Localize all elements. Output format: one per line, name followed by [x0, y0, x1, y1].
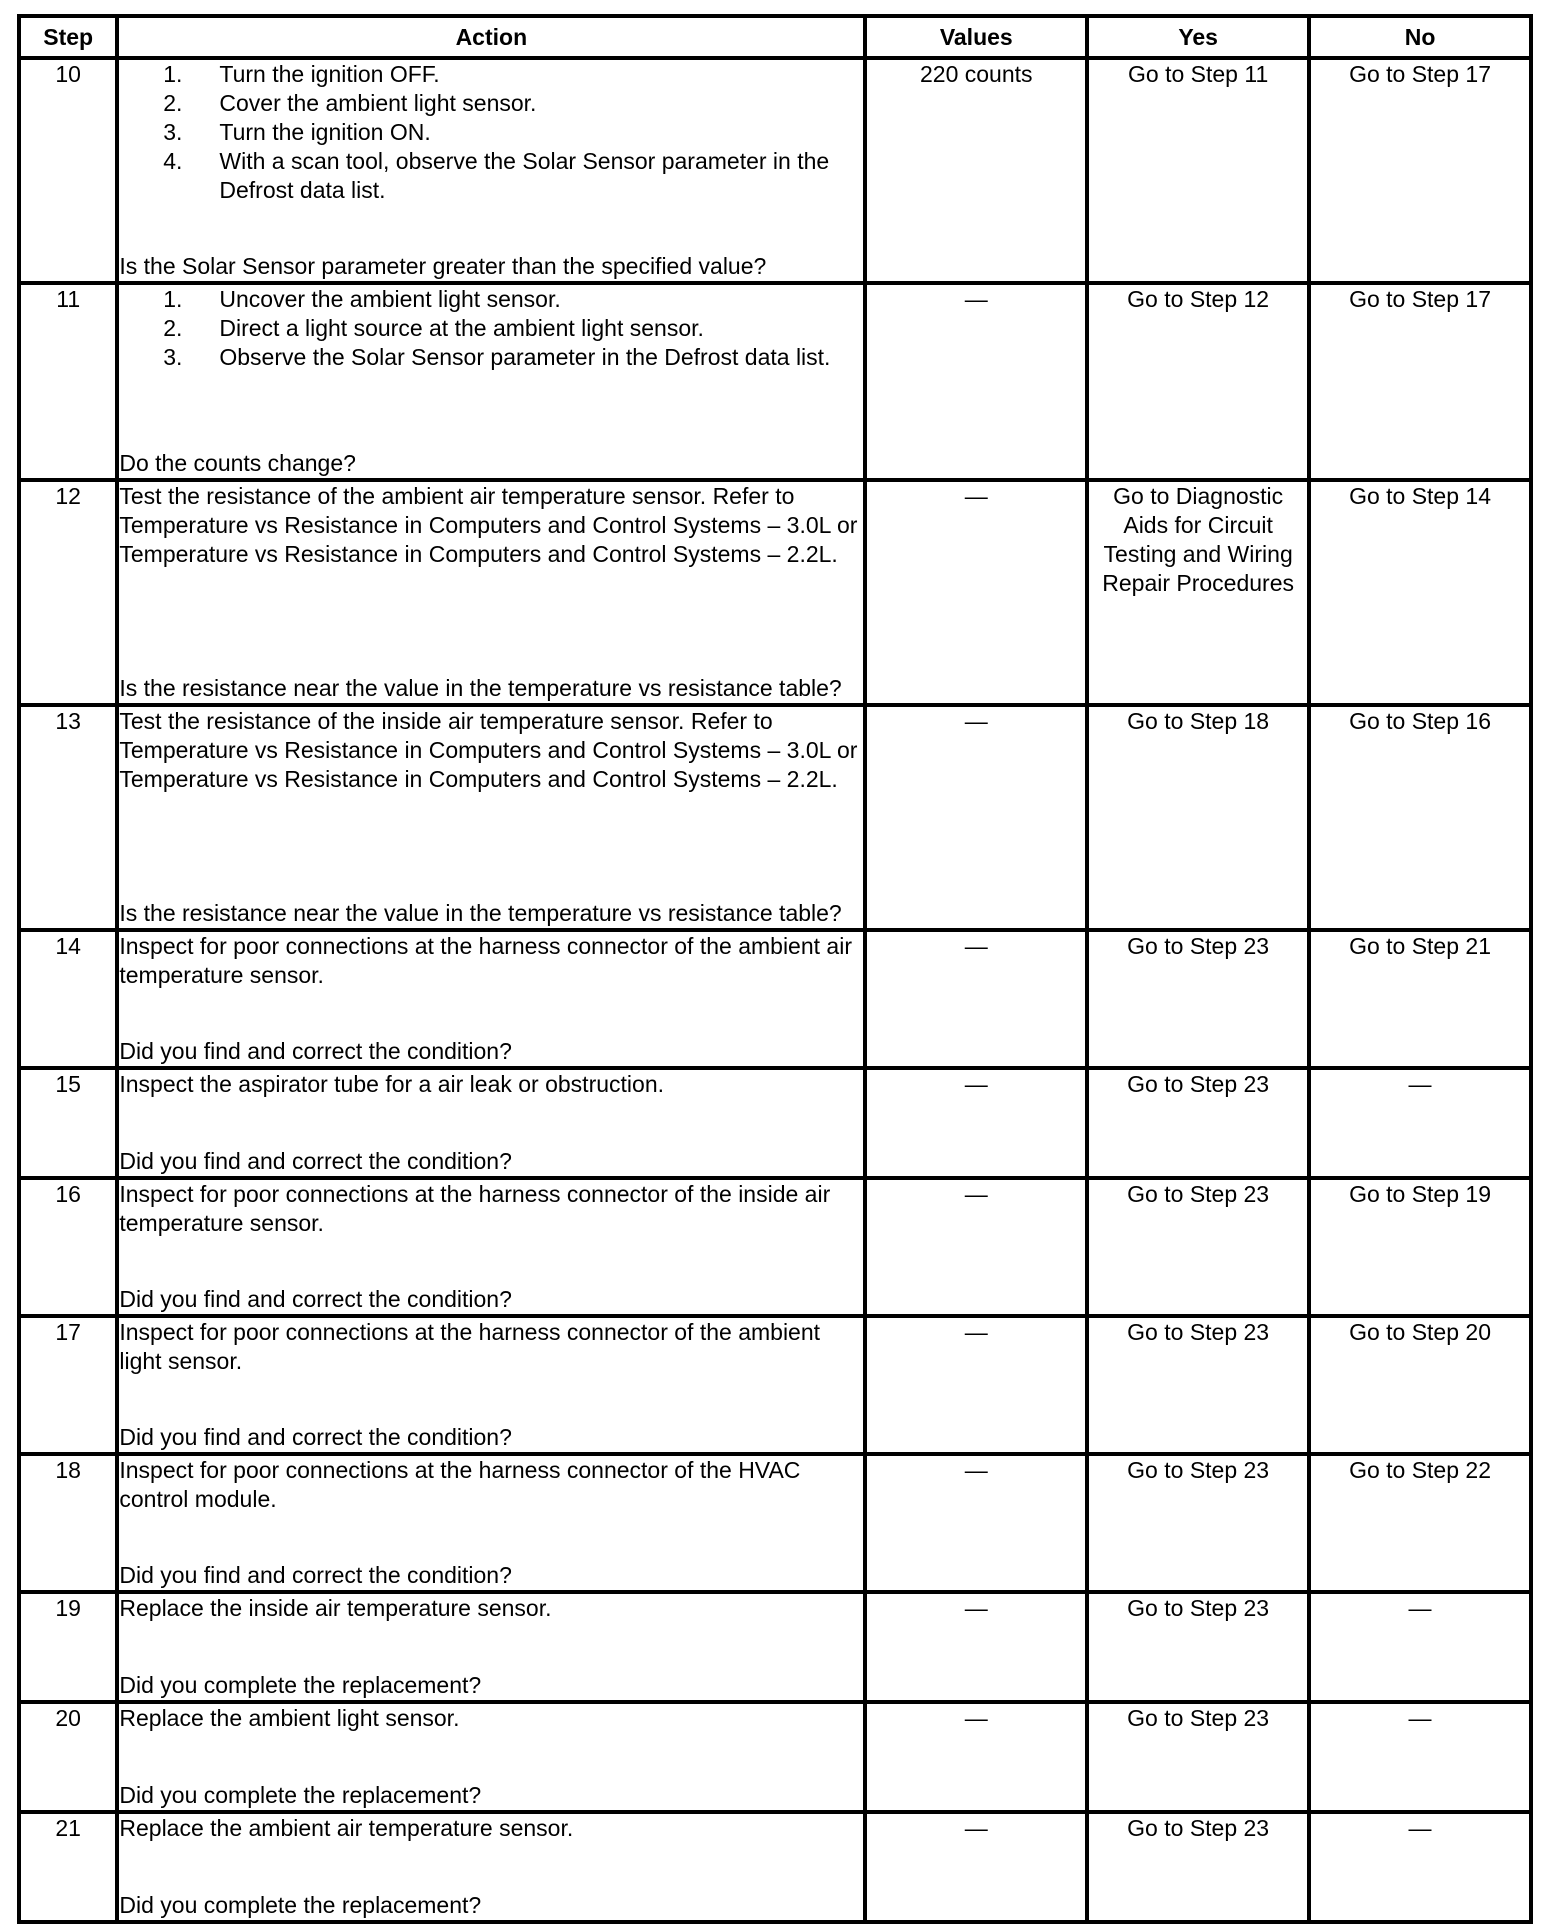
yes-cell: Go to Step 23: [1087, 1178, 1309, 1316]
yes-cell: Go to Step 23: [1087, 1592, 1309, 1702]
action-content: [119, 1180, 863, 1314]
values-cell: —: [865, 1068, 1087, 1178]
values-cell: —: [865, 1178, 1087, 1316]
step-number: 13: [19, 705, 117, 930]
action-content: [119, 707, 863, 928]
instruction-item: [119, 60, 863, 89]
step-number: 10: [19, 58, 117, 283]
instruction-item: [119, 343, 863, 372]
no-cell: Go to Step 19: [1309, 1178, 1531, 1316]
instruction-number: 1.: [163, 286, 183, 312]
instruction-list: [119, 285, 863, 372]
step-number: 21: [19, 1812, 117, 1922]
action-cell: [117, 930, 865, 1068]
instruction-text: Direct a light source at the ambient light sensor.: [219, 315, 704, 341]
values-cell: —: [865, 705, 1087, 930]
instruction-number: 2.: [163, 315, 183, 341]
no-cell: Go to Step 17: [1309, 283, 1531, 480]
action-text: Replace the ambient light sensor.: [119, 1705, 460, 1731]
action-question: Do the counts change?: [119, 450, 356, 476]
instruction-number: 1.: [163, 61, 183, 87]
action-question: Did you complete the replacement?: [119, 1672, 482, 1698]
yes-cell: Go to Step 23: [1087, 1068, 1309, 1178]
table-row: [19, 1178, 1531, 1316]
values-cell: —: [865, 480, 1087, 705]
instruction-text: With a scan tool, observe the Solar Sensor parameter in the Defrost data list.: [219, 148, 830, 203]
yes-cell: Go to Step 12: [1087, 283, 1309, 480]
no-cell: —: [1309, 1592, 1531, 1702]
header-no: No: [1309, 16, 1531, 58]
instruction-text: Cover the ambient light sensor.: [219, 90, 537, 116]
table-row: [19, 480, 1531, 705]
yes-cell: Go to Step 23: [1087, 1812, 1309, 1922]
action-cell: [117, 480, 865, 705]
step-number: 17: [19, 1316, 117, 1454]
no-cell: Go to Step 20: [1309, 1316, 1531, 1454]
action-cell: [117, 1592, 865, 1702]
table-row: [19, 58, 1531, 283]
table-row: [19, 705, 1531, 930]
action-question: Is the resistance near the value in the temperature vs resistance table?: [119, 900, 842, 926]
action-cell: [117, 1812, 865, 1922]
no-cell: Go to Step 16: [1309, 705, 1531, 930]
instruction-number: 2.: [163, 90, 183, 116]
no-cell: Go to Step 21: [1309, 930, 1531, 1068]
action-text: Replace the ambient air temperature sensor.: [119, 1815, 574, 1841]
action-content: [119, 1456, 863, 1590]
action-text: Inspect for poor connections at the harness connector of the ambient light sensor.: [119, 1319, 821, 1374]
action-content: [119, 1318, 863, 1452]
action-content: [119, 285, 863, 478]
action-question: Did you find and correct the condition?: [119, 1286, 512, 1312]
yes-cell: Go to Step 18: [1087, 705, 1309, 930]
yes-cell: Go to Step 23: [1087, 1702, 1309, 1812]
step-number: 18: [19, 1454, 117, 1592]
action-cell: [117, 58, 865, 283]
yes-cell: Go to Step 11: [1087, 58, 1309, 283]
yes-cell: Go to Step 23: [1087, 1454, 1309, 1592]
action-cell: [117, 1316, 865, 1454]
action-text: Inspect the aspirator tube for a air leak or obstruction.: [119, 1071, 664, 1097]
action-cell: [117, 1068, 865, 1178]
instruction-number: 4.: [163, 148, 183, 174]
table-row: [19, 1812, 1531, 1922]
table-row: [19, 1702, 1531, 1812]
action-cell: [117, 1454, 865, 1592]
action-question: Is the resistance near the value in the temperature vs resistance table?: [119, 675, 842, 701]
table-row: [19, 1068, 1531, 1178]
action-cell: [117, 1702, 865, 1812]
action-question: Did you find and correct the condition?: [119, 1038, 512, 1064]
yes-cell: Go to Diagnostic Aids for Circuit Testing and Wiring Repair Procedures: [1087, 480, 1309, 705]
no-cell: Go to Step 14: [1309, 480, 1531, 705]
yes-cell: Go to Step 23: [1087, 1316, 1309, 1454]
header-yes: Yes: [1087, 16, 1309, 58]
action-cell: [117, 705, 865, 930]
header-values: Values: [865, 16, 1087, 58]
table-row: [19, 1316, 1531, 1454]
instruction-item: [119, 89, 863, 118]
values-cell: —: [865, 1316, 1087, 1454]
yes-cell: Go to Step 23: [1087, 930, 1309, 1068]
step-number: 12: [19, 480, 117, 705]
step-number: 20: [19, 1702, 117, 1812]
header-action: Action: [117, 16, 865, 58]
instruction-text: Observe the Solar Sensor parameter in the Defrost data list.: [219, 344, 831, 370]
action-text: Test the resistance of the ambient air temperature sensor. Refer to Temperature vs Resistance in Computers and Control Systems – 3.0L or Temperature vs Resistance in Computers and Control Systems – 2.2L.: [119, 483, 858, 567]
no-cell: Go to Step 22: [1309, 1454, 1531, 1592]
instruction-list: [119, 60, 863, 205]
action-question: Is the Solar Sensor parameter greater than the specified value?: [119, 253, 767, 279]
action-question: Did you complete the replacement?: [119, 1892, 482, 1918]
values-cell: —: [865, 1454, 1087, 1592]
values-cell: —: [865, 283, 1087, 480]
action-content: [119, 1594, 863, 1700]
action-question: Did you complete the replacement?: [119, 1782, 482, 1808]
action-text: Inspect for poor connections at the harness connector of the inside air temperature sensor.: [119, 1181, 831, 1236]
action-content: [119, 1814, 863, 1920]
instruction-item: [119, 147, 863, 205]
action-question: Did you find and correct the condition?: [119, 1424, 512, 1450]
instruction-number: 3.: [163, 344, 183, 370]
action-cell: [117, 283, 865, 480]
action-content: [119, 60, 863, 281]
no-cell: Go to Step 17: [1309, 58, 1531, 283]
instruction-number: 3.: [163, 119, 183, 145]
action-text: Inspect for poor connections at the harness connector of the HVAC control module.: [119, 1457, 801, 1512]
step-number: 16: [19, 1178, 117, 1316]
instruction-item: [119, 285, 863, 314]
step-number: 15: [19, 1068, 117, 1178]
values-cell: —: [865, 1812, 1087, 1922]
diagnostic-table: [17, 14, 1533, 1924]
action-content: [119, 932, 863, 1066]
table-row: [19, 1454, 1531, 1592]
table-row: [19, 283, 1531, 480]
values-cell: 220 counts: [865, 58, 1087, 283]
values-cell: —: [865, 930, 1087, 1068]
instruction-text: Turn the ignition OFF.: [219, 61, 440, 87]
no-cell: —: [1309, 1812, 1531, 1922]
action-question: Did you find and correct the condition?: [119, 1148, 512, 1174]
action-text: Replace the inside air temperature sensor.: [119, 1595, 552, 1621]
no-cell: —: [1309, 1702, 1531, 1812]
header-step: Step: [19, 16, 117, 58]
values-cell: —: [865, 1592, 1087, 1702]
action-text: Test the resistance of the inside air temperature sensor. Refer to Temperature vs Resistance in Computers and Control Systems – 3.0L or Temperature vs Resistance in Computers and Control Systems – 2.2L.: [119, 708, 858, 792]
instruction-text: Uncover the ambient light sensor.: [219, 286, 561, 312]
action-content: [119, 1070, 863, 1176]
action-question: Did you find and correct the condition?: [119, 1562, 512, 1588]
step-number: 14: [19, 930, 117, 1068]
no-cell: —: [1309, 1068, 1531, 1178]
step-number: 11: [19, 283, 117, 480]
instruction-item: [119, 118, 863, 147]
action-text: Inspect for poor connections at the harness connector of the ambient air temperature sensor.: [119, 933, 852, 988]
instruction-item: [119, 314, 863, 343]
header-row: [19, 16, 1531, 58]
step-number: 19: [19, 1592, 117, 1702]
action-content: [119, 482, 863, 703]
table-row: [19, 930, 1531, 1068]
table-row: [19, 1592, 1531, 1702]
instruction-text: Turn the ignition ON.: [219, 119, 431, 145]
values-cell: —: [865, 1702, 1087, 1812]
action-cell: [117, 1178, 865, 1316]
action-content: [119, 1704, 863, 1810]
